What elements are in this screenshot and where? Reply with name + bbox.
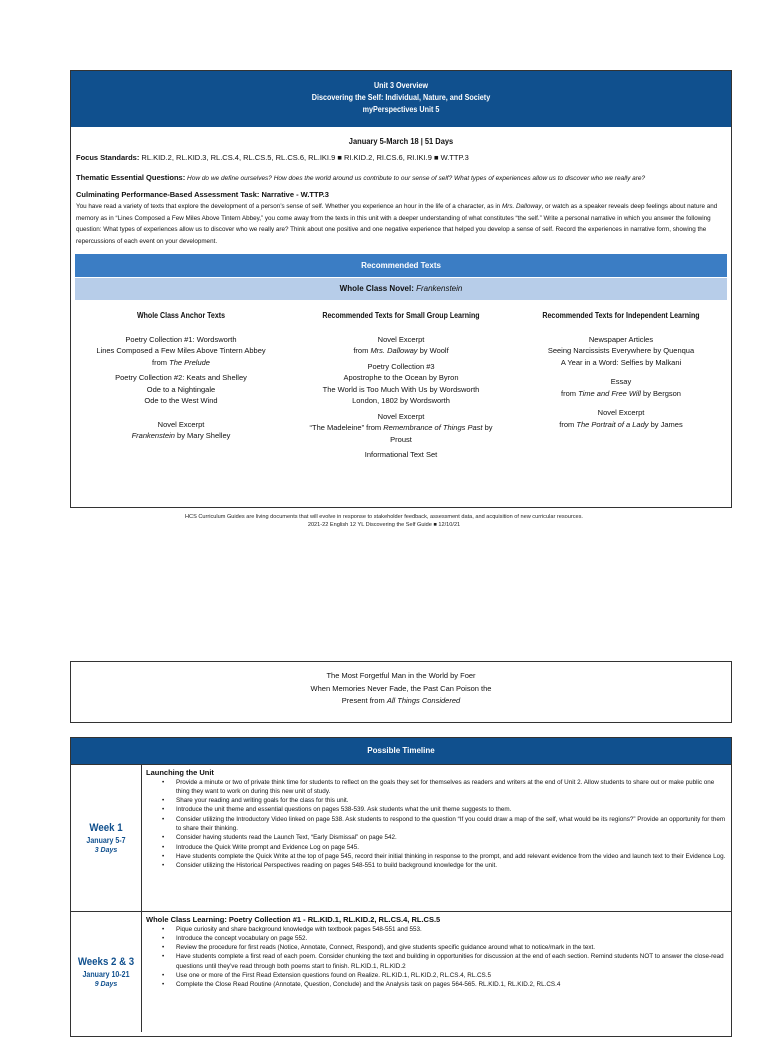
- anchor-texts-column: [71, 310, 291, 469]
- text-item: Ode to a Nightingale: [146, 384, 216, 394]
- task-text-1: You have read a variety of texts that explore the development of a person’s sense of self. Whether you experience an hour in the life of a character, as in: [76, 203, 502, 210]
- text-item: Seeing Narcissists Everywhere by Quenqua: [547, 346, 695, 355]
- week-content: [142, 912, 731, 1032]
- unit-overview-panel: [70, 70, 732, 508]
- text-item: Novel Excerpt: [597, 408, 645, 417]
- week-content: [142, 765, 731, 911]
- whole-class-novel-bar: [75, 278, 727, 300]
- thematic-questions: [71, 172, 731, 185]
- text-item: by Woolf: [417, 346, 449, 355]
- recommended-texts-bar: Recommended Texts: [75, 254, 727, 277]
- text-item-italic: All Things Considered: [386, 696, 461, 705]
- week-dates: January 5-7: [86, 836, 126, 845]
- continued-texts-panel: [70, 661, 732, 723]
- task-text-italic: Mrs. Dalloway: [502, 203, 542, 210]
- text-item: London, 1802 by Wordsworth: [352, 396, 450, 405]
- text-item: Lines Composed a Few Miles Above Tintern Abbey: [96, 346, 266, 355]
- independent-heading: Recommended Texts for Independent Learning: [542, 311, 700, 320]
- list-item: • Review the procedure for first reads (Notice, Annotate, Connect, Respond), and give students specific guidance around what to notice/mark in the text.: [176, 943, 727, 952]
- small-group-column: [291, 310, 511, 469]
- list-item: • Introduce the unit theme and essential questions on pages 538-539. Ask students what the unit theme suggests to them.: [176, 805, 727, 814]
- list-item: • Share your reading and writing goals for the class for this unit.: [176, 796, 727, 805]
- novel-label: Whole Class Novel:: [339, 284, 417, 293]
- text-item: Newspaper Articles: [588, 334, 654, 344]
- text-item: When Memories Never Fade, the Past Can Poison the: [310, 683, 492, 693]
- list-item: • Introduce the concept vocabulary on page 552.: [176, 934, 727, 943]
- footer-line-1: HCS Curriculum Guides are living documents that will evolve in response to stakeholder feedback, assessment data, and acquisition of new curricular resources.: [185, 514, 583, 520]
- list-item: • Introduce the Quick Write prompt and Evidence Log on page 545.: [176, 843, 727, 852]
- recommended-columns: [71, 310, 731, 469]
- text-item: Poetry Collection #1: Wordsworth: [125, 334, 237, 344]
- footer-line-2: 2021-22 English 12 YL Discovering the Self Guide ■ 12/10/21: [307, 522, 461, 528]
- text-item: Essay: [610, 377, 632, 386]
- list-item: • Have students complete a first read of each poem. Consider chunking the text and building in opportunities for discussion at the end of each section. Remind students NOT to answer the close-read questions until they’ve read through both poems start to finish. RL.KID.1, RL.KID.2: [176, 952, 727, 971]
- assessment-task-description: [71, 201, 731, 247]
- text-item: from: [353, 346, 371, 355]
- text-item: “The Madeleine” from: [309, 423, 384, 432]
- timeline-row-week-1: [71, 764, 731, 911]
- list-item: • Provide a minute or two of private think time for students to reflect on the goals they set for themselves as readers and writers at the end of Unit 2. Allow students to share out or make public one thing they want to work on during this new unit of study.: [176, 778, 727, 797]
- overview-title-line-1: Unit 3 Overview: [373, 81, 429, 90]
- focus-standards-value: RL.KID.2, RL.KID.3, RL.CS.4, RL.CS.5, RL.CS.6, RL.IKI.9 ■ RI.KID.2, RI.CS.6, RI.IKI.9 ■ W.TTP.3: [139, 153, 469, 162]
- assessment-task-title: Culminating Performance-Based Assessment Task: Narrative - W.TTP.3: [76, 190, 329, 199]
- overview-title-line-3: myPerspectives Unit 5: [362, 105, 440, 114]
- week-task-list: [146, 925, 727, 990]
- text-item: from: [561, 388, 579, 398]
- week-days: 9 Days: [94, 981, 118, 988]
- text-item: The World is Too Much With Us by Wordsworth: [322, 384, 480, 394]
- week-cell: [71, 912, 142, 1032]
- text-item: The Most Forgetful Man in the World by Foer: [326, 671, 476, 680]
- text-item: Novel Excerpt: [377, 411, 425, 421]
- text-item: Poetry Collection #3: [367, 361, 435, 371]
- possible-timeline-table: [70, 737, 732, 1037]
- overview-header: [71, 71, 731, 127]
- anchor-texts-heading: Whole Class Anchor Texts: [136, 311, 226, 320]
- week-dates: January 10-21: [82, 970, 130, 979]
- text-item-italic: Time and Free Will: [578, 388, 641, 398]
- text-item: Ode to the West Wind: [144, 396, 218, 405]
- text-item-italic: Remembrance of Things Past: [383, 423, 483, 432]
- text-item: Apostrophe to the Ocean by Byron: [343, 373, 459, 382]
- week-cell: [71, 765, 142, 911]
- list-item: • Consider utilizing the Historical Perspectives reading on pages 548-551 to build background knowledge for the unit.: [176, 861, 727, 870]
- novel-title: Frankenstein: [416, 284, 463, 293]
- text-item: by Mary Shelley: [174, 431, 231, 440]
- list-item: • Pique curiosity and share background knowledge with textbook pages 548-551 and 553.: [176, 925, 727, 934]
- text-item: by: [482, 423, 493, 432]
- text-item-italic: Mrs. Dalloway: [370, 346, 418, 355]
- week-topic: Whole Class Learning: Poetry Collection #1 - RL.KID.1, RL.KID.2, RL.CS.4, RL.CS.5: [146, 915, 441, 924]
- thematic-questions-label: Thematic Essential Questions:: [76, 173, 186, 182]
- list-item: • Consider utilizing the Introductory Video linked on page 538. Ask students to respond to the question “If you could draw a map of the self, what would be its regions?” Provide an opportunity for them to share their thinking.: [176, 815, 727, 834]
- week-label: Weeks 2 & 3: [77, 956, 135, 968]
- list-item: • Have students complete the Quick Write at the top of page 545, record their initial thinking in response to the prompt, and add relevant evidence from the video and launch text to their Evidence Log.: [176, 852, 727, 861]
- text-item: from: [152, 357, 170, 367]
- text-item: Informational Text Set: [364, 450, 438, 459]
- focus-standards-label: Focus Standards:: [76, 153, 140, 162]
- list-item: • Consider having students read the Launch Text, “Early Dismissal” on page 542.: [176, 833, 727, 842]
- week-days: 3 Days: [94, 847, 118, 854]
- week-label: Week 1: [89, 822, 123, 834]
- unit-dates: January 5-March 18 | 51 Days: [348, 136, 454, 146]
- text-item-italic: The Prelude: [169, 357, 210, 367]
- text-item: Novel Excerpt: [157, 419, 205, 429]
- text-item: A Year in a Word: Selfies by Malkani: [560, 357, 682, 367]
- text-item-italic: The Portrait of a Lady: [576, 419, 649, 429]
- small-group-heading: Recommended Texts for Small Group Learning: [322, 311, 480, 320]
- week-task-list: [146, 778, 727, 871]
- text-item: by James: [648, 419, 683, 429]
- thematic-questions-value: How do we define ourselves? How does the world around us contribute to our sense of self? What types of experiences allow us to discover who we really are?: [185, 175, 646, 182]
- text-item: Present from: [341, 696, 387, 705]
- list-item: • Complete the Close Read Routine (Annotate, Question, Conclude) and the Analysis task on pages 564-565. RL.KID.1, RL.KID.2, RL.CS.4: [176, 980, 727, 989]
- text-item: from: [559, 419, 577, 429]
- text-item: Poetry Collection #2: Keats and Shelley: [115, 373, 247, 382]
- overview-title-line-2: Discovering the Self: Individual, Nature, and Society: [311, 93, 491, 102]
- timeline-header: Possible Timeline: [71, 738, 731, 764]
- week-topic: Launching the Unit: [146, 768, 214, 777]
- list-item: • Use one or more of the First Read Extension questions found on Realize. RL.KID.1, RL.KID.2, RL.CS.4, RL.CS.5: [176, 971, 727, 980]
- timeline-row-weeks-2-3: [71, 911, 731, 1032]
- text-item-italic: Frankenstein: [131, 431, 175, 440]
- text-item: by Bergson: [640, 388, 681, 398]
- independent-column: [511, 310, 731, 469]
- text-item: Novel Excerpt: [377, 334, 425, 344]
- page-footer: [0, 513, 768, 529]
- focus-standards: [71, 152, 731, 164]
- task-text-2: , or watch as a speaker reveals deep feelings about nature and memory as in “Lines Composed a Few Miles Above Tintern Abbey,” you come away from the texts in this unit with a deeper understanding of what constitutes “the self.” Write a personal narrative in which you answer the following question: What types of experiences allow us to discover who we really are? Think about one positive and one negative experience that helped you develop a sense of self. Record the experiences in narrative form, showing the repercussions of each event on your development.: [76, 203, 718, 245]
- text-item: Proust: [390, 434, 412, 444]
